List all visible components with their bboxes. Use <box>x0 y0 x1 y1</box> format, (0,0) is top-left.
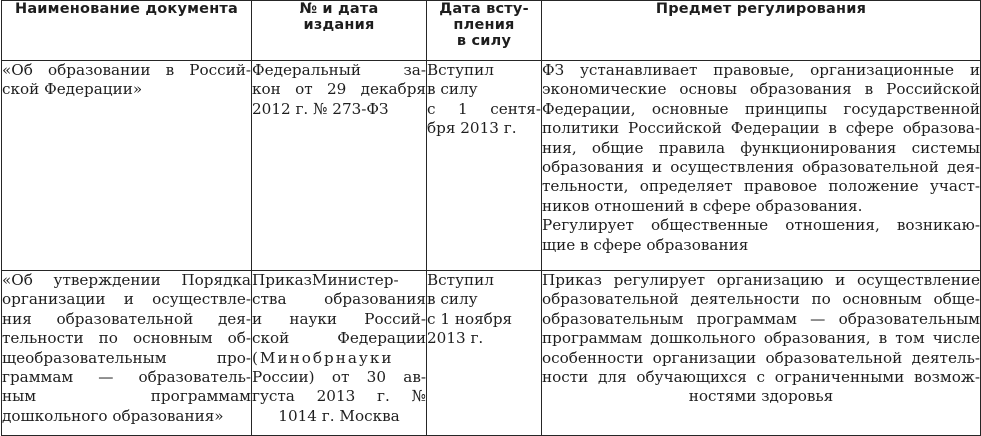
header-document-name <box>2 1 252 61</box>
text-line: 1014 г. Москва <box>278 406 400 425</box>
text-line: ников отношений в сфере образования. <box>542 196 863 215</box>
text-line: ния, общие правила функционирования системы <box>542 138 980 157</box>
header-line: Дата всту- <box>439 1 529 17</box>
text-line: густа 2013 г. № <box>252 387 426 406</box>
text-line: 2012 г. № 273-ФЗ <box>252 99 389 118</box>
text-line: граммам — образователь- <box>2 367 251 386</box>
document-name-cell <box>2 61 252 271</box>
text-line: «Об образовании в Россий- <box>2 61 251 79</box>
text-line: экономические основы образования в Российской <box>542 80 980 99</box>
text-line: щие в сфере образования <box>542 235 749 254</box>
text-line: программам дошкольного образования, в том числе <box>542 329 980 348</box>
header-line: № и дата <box>299 1 379 17</box>
header-line: Наименование документа <box>14 1 239 17</box>
text-line: с 1 ноября <box>427 309 513 328</box>
text-line: России) от 30 ав- <box>252 367 426 386</box>
text-line: Федерации, основные принципы государственной <box>542 99 980 118</box>
text-line: тельности по основным об- <box>2 329 251 348</box>
document-name-cell <box>2 271 252 436</box>
text-line: ным программам <box>2 387 251 406</box>
text-line: бря 2013 г. <box>427 119 517 138</box>
text-line: кон от 29 декабря <box>252 80 426 99</box>
table-row <box>2 61 981 271</box>
text-line: щеобразовательным про- <box>2 348 251 367</box>
text-line: (Минобрнауки <box>252 348 394 367</box>
text-line: «Об утверждении Порядка <box>2 271 251 289</box>
effective-date-cell <box>427 61 542 271</box>
text-line: ПриказМинистер- <box>252 271 399 289</box>
text-line: образования и осуществления образовательной дея- <box>542 157 980 176</box>
effective-date-cell <box>427 271 542 436</box>
text-line: ской Федерации» <box>2 80 143 99</box>
text-line: в силу <box>427 290 478 309</box>
header-line: пления <box>453 17 515 33</box>
header-subject <box>542 1 981 61</box>
text-line: Приказ регулирует организацию и осуществление <box>542 271 980 289</box>
text-line: тельности, определяет правовое положение участ- <box>542 177 980 196</box>
text-line: 2013 г. <box>427 329 484 348</box>
header-line: Предмет регулирования <box>655 1 867 17</box>
subject-cell <box>542 61 981 271</box>
subject-cell <box>542 271 981 436</box>
text-line: Вступил <box>427 271 494 289</box>
header-row <box>2 1 981 61</box>
text-line: организации и осуществле- <box>2 290 251 309</box>
text-line: образовательной деятельности по основным обще- <box>542 290 980 309</box>
text-line: ностями здоровья <box>688 387 834 406</box>
text-line: политики Российской Федерации в сфере образова- <box>542 119 980 138</box>
text-line: Регулирует общественные отношения, возникаю- <box>542 216 980 235</box>
text-line: ния образовательной дея- <box>2 309 251 328</box>
text-line: образовательным программам — образовательным <box>542 309 980 328</box>
text-line: с 1 сентя- <box>427 99 541 118</box>
text-line: и науки Россий- <box>252 309 426 328</box>
text-line: ФЗ устанавливает правовые, организационные и <box>542 61 980 79</box>
header-line: в силу <box>456 33 512 49</box>
text-line: ности для обучающихся с ограниченными возмож- <box>542 367 980 386</box>
text-line: особенности организации образовательной деятель- <box>542 348 980 367</box>
text-line: дошкольного образования» <box>2 406 224 425</box>
header-number-date <box>252 1 427 61</box>
table-row <box>2 271 981 436</box>
header-line: издания <box>303 17 375 33</box>
regulation-table <box>1 0 981 436</box>
number-date-cell <box>252 271 427 436</box>
text-line: ской Федерации <box>252 329 426 348</box>
number-date-cell <box>252 61 427 271</box>
text-line: в силу <box>427 80 478 99</box>
text-line: Вступил <box>427 61 494 79</box>
text-line: ства образования <box>252 290 426 309</box>
header-effective-date <box>427 1 542 61</box>
text-line: Федеральный за- <box>252 61 426 79</box>
